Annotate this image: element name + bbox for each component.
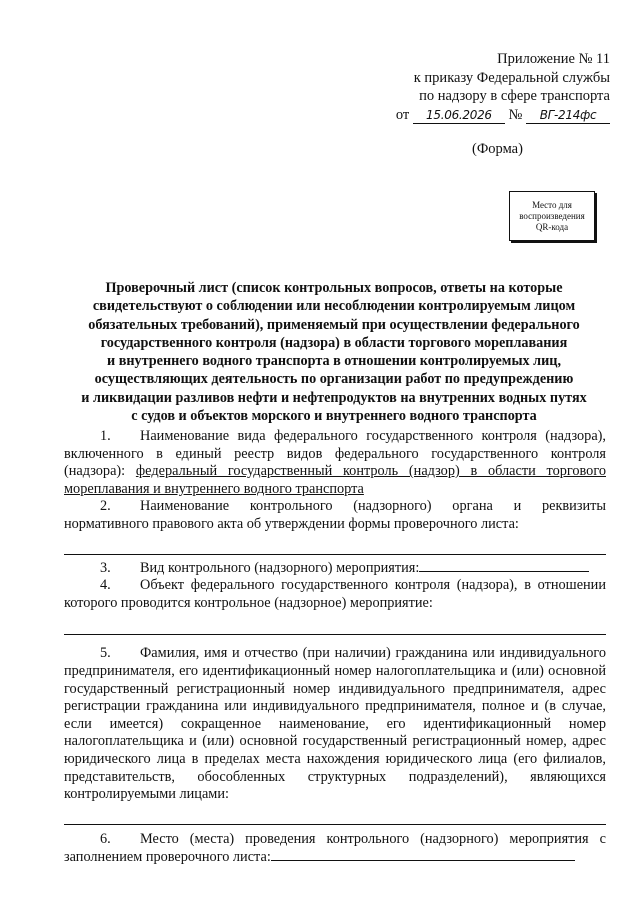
control-type-value: федеральный государственный контроль (надзор) в области торгового мореплавания и внутреннего водного транспорта (64, 463, 606, 497)
item-1 (64, 428, 606, 498)
title-line: осуществляющих деятельность по организации работ по предупреждению (94, 371, 574, 388)
item-text: Объект федерального государственного контроля (надзора), в отношении которого проводится контрольное (надзорное) мероприятие: (64, 577, 606, 611)
order-number: ВГ-214фс (526, 108, 610, 124)
appendix-order-ref: к приказу Федеральной службы (413, 69, 610, 86)
qr-placeholder-box (509, 191, 595, 241)
title-line: государственного контроля (надзора) в области торгового мореплавания (100, 334, 568, 351)
form-label: (Форма) (472, 141, 523, 157)
title-line: свидетельствуют о соблюдении или несоблюдении контролируемым лицом (92, 298, 576, 315)
item-text: Наименование вида федерального государственного контроля (надзора), включенного в единый реестр видов федерального государственного контроля (надзора): (64, 428, 606, 480)
appendix-number: Приложение № 11 (497, 51, 610, 67)
item-2 (64, 498, 606, 533)
item-text: Вид контрольного (надзорного) мероприятия: (140, 559, 420, 576)
title-line: с судов и объектов морского и внутреннего водного транспорта (131, 408, 537, 425)
item-text: Фамилия, имя и отчество (при наличии) гражданина или индивидуального предпринимателя, его идентификационный номер налогоплательщика и (или) основной государственный регистрационный номер индивидуального предпринимателя, адрес регистрации гражданина или индивидуального предпринимателя, полное и (в случае, если имеется) сокращенное наименование, его идентификационный номер налогоплательщика и (или) основной государственный регистрационный номер, адрес юридического лица в пределах места нахождения юридического лица (его филиалов, представительств, обособленных структурных подразделений), являющихся контролируемыми лицами: (64, 645, 606, 803)
title-line: обязательных требований), применяемый при осуществлении федерального (88, 316, 580, 333)
qr-box-line: воспроизведения (519, 210, 585, 221)
document-title (64, 279, 604, 425)
document-body (64, 428, 606, 867)
item-number: 4. (100, 577, 111, 594)
item-5 (64, 645, 606, 803)
fill-line-item-6[interactable] (271, 848, 575, 861)
item-number: 1. (100, 428, 111, 444)
item-text: Наименование контрольного (надзорного) органа и реквизиты нормативного правового акта об утверждении формы проверочного листа: (64, 498, 606, 532)
appendix-authority: по надзору в сфере транспорта (419, 88, 610, 104)
order-date: 15.06.2026 (413, 108, 505, 124)
title-line: Проверочный лист (список контрольных вопросов, ответы на которые (105, 280, 563, 296)
item-number: 3. (100, 559, 111, 576)
qr-box-line: Место для (532, 199, 572, 210)
title-line: и внутреннего водного транспорта в отношении контролируемых лиц, (106, 353, 562, 370)
title-line: и ликвидации разливов нефти и нефтепродуктов на внутренних водных путях (81, 389, 587, 406)
item-number: 6. (100, 830, 111, 847)
item-number: 2. (100, 498, 111, 515)
item-number: 5. (100, 645, 111, 662)
order-details (360, 106, 610, 125)
item-text: Место (места) проведения контрольного (надзорного) мероприятия с заполнением проверочного листа: (64, 830, 606, 866)
order-number-label: № (508, 106, 523, 123)
item-3 (64, 559, 606, 578)
item-4 (64, 577, 606, 612)
order-prefix: от (395, 106, 410, 123)
item-6 (64, 831, 606, 867)
fill-line-item-3[interactable] (419, 559, 589, 572)
appendix-header (360, 50, 610, 124)
qr-box-line: QR-кода (535, 221, 569, 232)
